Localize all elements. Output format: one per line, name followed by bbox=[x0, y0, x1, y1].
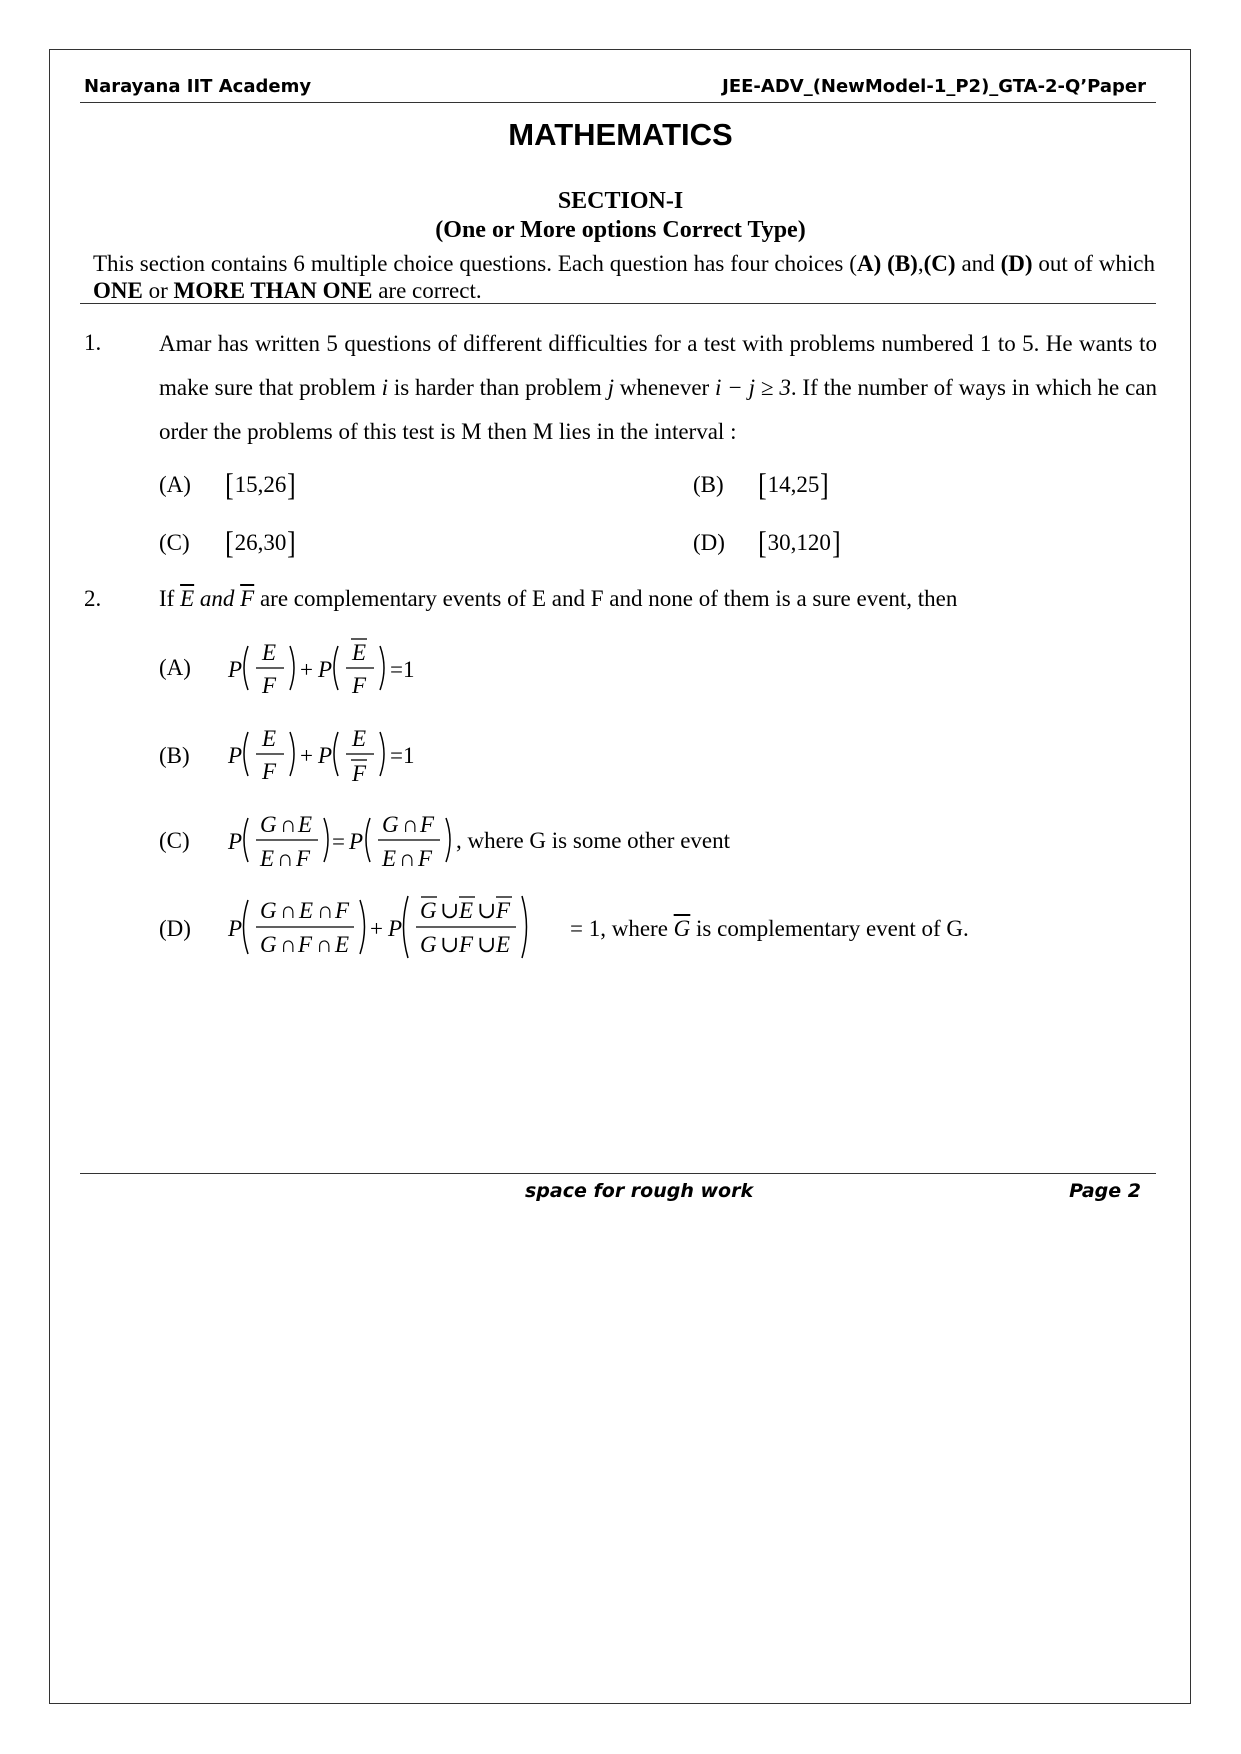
q2-option-c-suffix: , where G is some other event bbox=[456, 828, 731, 853]
svg-text:F: F bbox=[420, 812, 435, 837]
section-title: SECTION-I bbox=[557, 188, 684, 214]
svg-text:P: P bbox=[349, 829, 364, 854]
svg-text:∪: ∪ bbox=[440, 932, 460, 957]
header-academy: Narayana IIT Academy bbox=[84, 76, 312, 97]
svg-text:F: F bbox=[298, 932, 313, 957]
footer-page-number: Page 2 bbox=[1069, 1180, 1141, 1202]
svg-text:F: F bbox=[335, 898, 350, 923]
question-2-number: 2. bbox=[84, 586, 102, 611]
q1-option-b-label: (B) bbox=[693, 472, 724, 497]
q2-option-a-formula bbox=[224, 632, 444, 702]
question-2-text: If $\overline{E}$ and $\overline{F}$ are complementary events of E and F and none of them is a sure event, then bbox=[159, 586, 958, 611]
svg-text:E: E bbox=[262, 640, 277, 665]
svg-text:∩: ∩ bbox=[316, 932, 333, 957]
svg-text:E: E bbox=[335, 932, 350, 957]
q2-option-c-formula bbox=[224, 804, 494, 874]
q2-option-d-formula bbox=[224, 886, 604, 966]
footer-rule bbox=[80, 1173, 1156, 1174]
svg-text:P: P bbox=[228, 743, 243, 768]
section-instructions: This section contains 6 multiple choice questions. Each question has four choices (A) (B),(C) and (D) out of which ONE or MORE THAN ONE are correct. bbox=[93, 251, 1156, 303]
svg-text:∪: ∪ bbox=[440, 898, 460, 923]
q2-option-d-suffix: = 1, where $\overline{G}$ is complementary event of G. bbox=[570, 916, 969, 941]
svg-text:G: G bbox=[420, 932, 437, 957]
svg-text:F: F bbox=[262, 673, 277, 698]
svg-text:P: P bbox=[228, 916, 243, 941]
svg-text:∩: ∩ bbox=[402, 812, 419, 837]
svg-text:E: E bbox=[260, 846, 275, 871]
svg-text:P: P bbox=[318, 657, 333, 682]
q2-option-c-label: (C) bbox=[159, 828, 190, 853]
svg-text:E: E bbox=[298, 812, 313, 837]
q1-option-c-value: [26,30] bbox=[225, 524, 296, 560]
svg-text:G: G bbox=[420, 898, 437, 923]
q2-option-a-label: (A) bbox=[159, 655, 191, 680]
svg-text:+: + bbox=[300, 743, 313, 768]
svg-text:F: F bbox=[496, 898, 511, 923]
q2-option-b-formula bbox=[224, 718, 444, 788]
svg-text:∩: ∩ bbox=[277, 846, 294, 871]
q1-option-a-value: [15,26] bbox=[225, 466, 296, 502]
svg-text:=1: =1 bbox=[390, 743, 415, 768]
q1-option-d-label: (D) bbox=[693, 530, 725, 555]
q1-option-d-value: [30,120] bbox=[758, 524, 841, 560]
q2-option-b-label: (B) bbox=[159, 743, 190, 768]
svg-text:+: + bbox=[300, 657, 313, 682]
svg-text:P: P bbox=[388, 916, 403, 941]
svg-text:E: E bbox=[262, 726, 277, 751]
svg-text:P: P bbox=[228, 657, 243, 682]
svg-text:F: F bbox=[352, 761, 367, 786]
subject-title: MATHEMATICS bbox=[508, 117, 733, 152]
q1-option-c-label: (C) bbox=[159, 530, 190, 555]
svg-text:∩: ∩ bbox=[317, 898, 334, 923]
footer-rough-work: space for rough work bbox=[525, 1180, 754, 1202]
svg-text:E: E bbox=[459, 898, 474, 923]
svg-text:G: G bbox=[382, 812, 399, 837]
svg-text:F: F bbox=[459, 932, 474, 957]
header-paper-code: JEE-ADV_(NewModel-1_P2)_GTA-2-Q’Paper bbox=[722, 76, 1146, 97]
svg-text:=1: =1 bbox=[390, 657, 415, 682]
svg-text:F: F bbox=[262, 759, 277, 784]
q2-option-d-label: (D) bbox=[159, 916, 191, 941]
svg-text:E: E bbox=[352, 640, 367, 665]
header-rule bbox=[80, 102, 1156, 103]
svg-text:G: G bbox=[260, 932, 277, 957]
svg-text:P: P bbox=[228, 829, 243, 854]
svg-text:+: + bbox=[370, 916, 383, 941]
svg-text:∩: ∩ bbox=[280, 812, 297, 837]
question-1-number: 1. bbox=[84, 330, 102, 355]
svg-text:F: F bbox=[418, 846, 433, 871]
svg-text:P: P bbox=[318, 743, 333, 768]
svg-text:=: = bbox=[332, 829, 345, 854]
section-subtitle: (One or More options Correct Type) bbox=[435, 217, 806, 243]
svg-text:F: F bbox=[352, 673, 367, 698]
svg-text:E: E bbox=[299, 898, 314, 923]
instructions-rule bbox=[80, 303, 1156, 304]
q1-option-a-label: (A) bbox=[159, 472, 191, 497]
svg-text:G: G bbox=[260, 812, 277, 837]
svg-text:G: G bbox=[260, 898, 277, 923]
svg-text:∪: ∪ bbox=[477, 898, 497, 923]
svg-text:E: E bbox=[352, 726, 367, 751]
svg-text:F: F bbox=[296, 846, 311, 871]
svg-text:∪: ∪ bbox=[477, 932, 497, 957]
q1-option-b-value: [14,25] bbox=[758, 466, 829, 502]
svg-text:E: E bbox=[382, 846, 397, 871]
svg-text:E: E bbox=[496, 932, 511, 957]
svg-text:∩: ∩ bbox=[280, 932, 297, 957]
svg-text:∩: ∩ bbox=[399, 846, 416, 871]
svg-text:∩: ∩ bbox=[280, 898, 297, 923]
question-1-text: Amar has written 5 questions of different difficulties for a test with problems numbered 1 to 5. He wants to make sure that problem i is harder than problem j whenever i − j ≥ 3. If the number of ways in which he can order the problems of this test is M then M lies in the interval : bbox=[159, 331, 1157, 444]
